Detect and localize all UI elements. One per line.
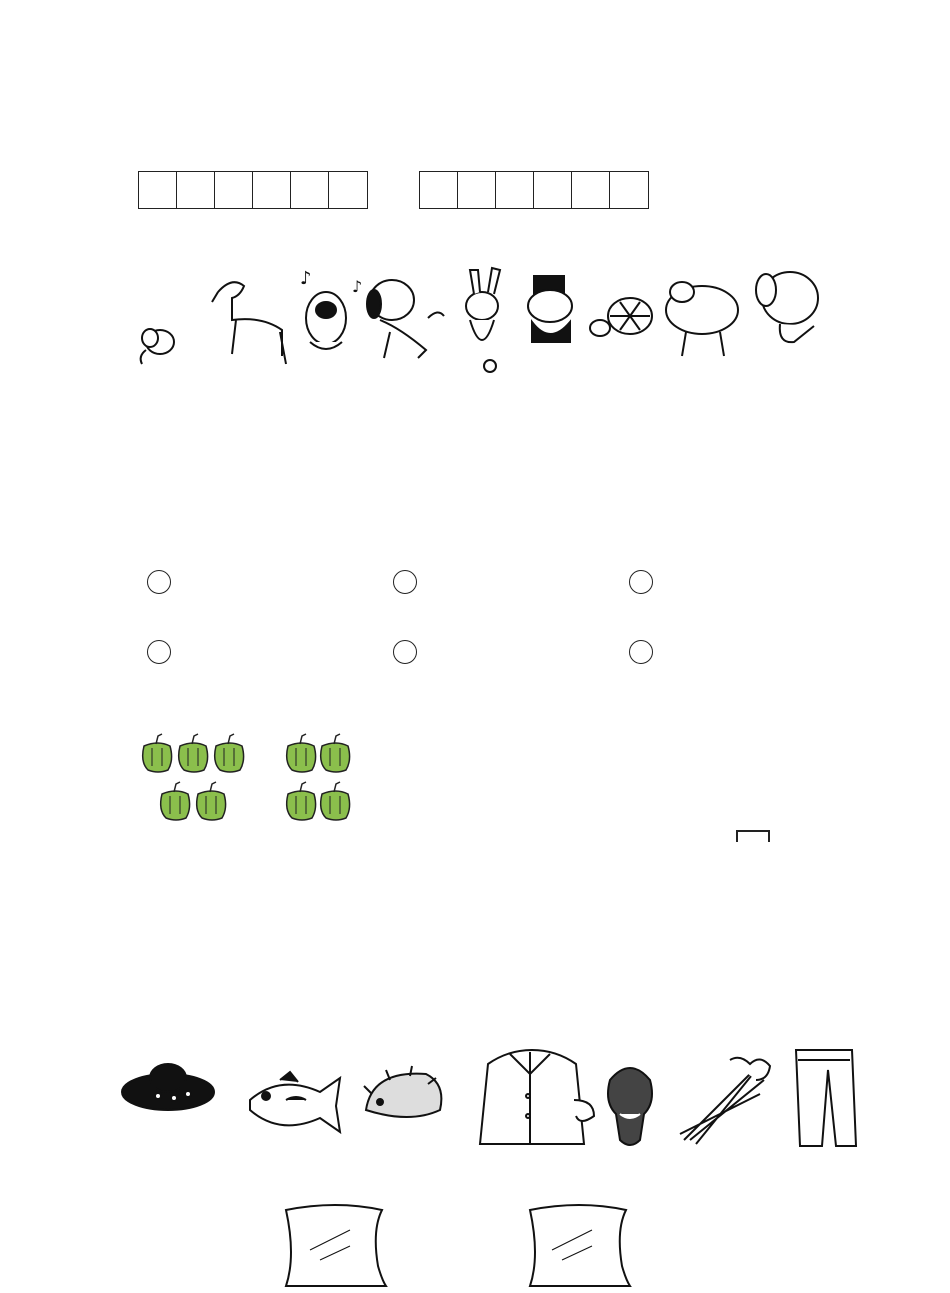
hedgehog-icon bbox=[364, 1066, 441, 1117]
operator-circle[interactable] bbox=[629, 640, 653, 664]
seq2-cell[interactable] bbox=[496, 172, 534, 208]
seq1-cell[interactable] bbox=[215, 172, 253, 208]
equation-6 bbox=[628, 640, 654, 664]
dog-icon bbox=[367, 280, 444, 358]
bags bbox=[280, 1200, 660, 1290]
equation-5 bbox=[392, 640, 418, 664]
sort-items bbox=[110, 1040, 870, 1160]
pepper-icon bbox=[287, 782, 316, 820]
turtle-icon bbox=[590, 298, 652, 336]
seq1-cell[interactable] bbox=[139, 172, 177, 208]
celery-icon bbox=[680, 1058, 770, 1144]
seq2-cell[interactable] bbox=[572, 172, 610, 208]
bag-icon bbox=[530, 1205, 630, 1286]
seq1-cell[interactable] bbox=[177, 172, 215, 208]
operator-circle[interactable] bbox=[393, 570, 417, 594]
elephant-icon bbox=[756, 272, 818, 342]
calc-top-2 bbox=[734, 818, 770, 842]
sequence-row-2 bbox=[419, 171, 649, 209]
pepper-icon bbox=[287, 734, 316, 772]
equation-3 bbox=[628, 570, 654, 594]
seq2-cell[interactable] bbox=[458, 172, 496, 208]
equation-2 bbox=[392, 570, 418, 594]
hat-icon bbox=[122, 1064, 214, 1110]
pepper-icon bbox=[197, 782, 226, 820]
pepper-icon bbox=[321, 734, 350, 772]
seq1-cell[interactable] bbox=[291, 172, 329, 208]
seq2-cell[interactable] bbox=[534, 172, 572, 208]
peppers-illustration bbox=[136, 728, 356, 824]
operator-circle[interactable] bbox=[629, 570, 653, 594]
pepper-icon bbox=[143, 734, 172, 772]
duck-icon bbox=[306, 292, 346, 349]
gorilla-icon bbox=[528, 276, 572, 342]
pepper-icon bbox=[321, 782, 350, 820]
bunny-icon bbox=[466, 268, 500, 372]
sheep-icon bbox=[666, 282, 738, 356]
equation-4 bbox=[146, 640, 172, 664]
small-elephant-icon bbox=[141, 329, 174, 364]
equation-1 bbox=[146, 570, 172, 594]
svg-text:♪: ♪ bbox=[300, 268, 312, 289]
seq2-cell[interactable] bbox=[420, 172, 458, 208]
horse-icon bbox=[212, 282, 286, 364]
jacket-icon bbox=[480, 1050, 594, 1144]
operator-circle[interactable] bbox=[147, 570, 171, 594]
answer-bracket bbox=[736, 830, 770, 842]
seq1-cell[interactable] bbox=[329, 172, 367, 208]
bag-icon bbox=[286, 1205, 386, 1286]
cabbage-icon bbox=[608, 1068, 652, 1145]
operator-circle[interactable] bbox=[147, 640, 171, 664]
animals-illustration bbox=[130, 262, 830, 382]
operator-circle[interactable] bbox=[393, 640, 417, 664]
trousers-icon bbox=[796, 1050, 856, 1146]
pepper-icon bbox=[215, 734, 244, 772]
seq2-cell[interactable] bbox=[610, 172, 648, 208]
svg-text:♪: ♪ bbox=[352, 277, 363, 296]
fish-icon bbox=[250, 1072, 340, 1132]
sequence-row-1 bbox=[138, 171, 368, 209]
seq1-cell[interactable] bbox=[253, 172, 291, 208]
pepper-icon bbox=[179, 734, 208, 772]
pepper-icon bbox=[161, 782, 190, 820]
